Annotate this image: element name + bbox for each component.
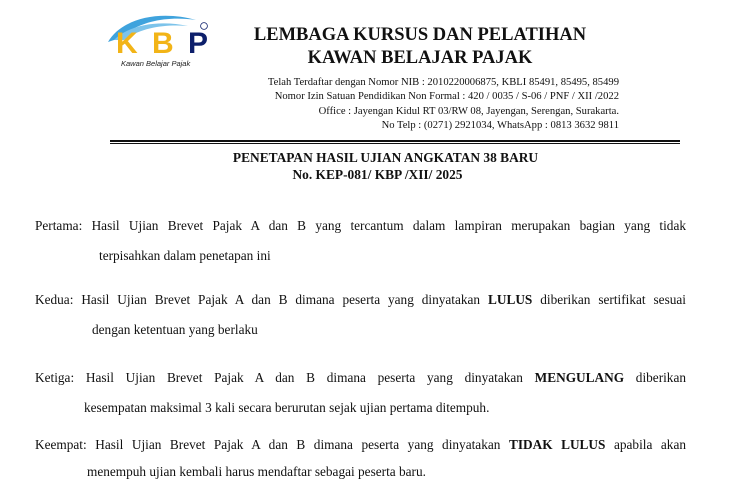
paragraph-text: diberikan sertifikat sesuai [540, 292, 687, 307]
office-address: Office : Jayengan Kidul RT 03/RW 08, Jayengan, Serengan, Surakarta. [318, 106, 619, 117]
paragraph-text: Hasil Ujian Brevet Pajak A dan B dimana peserta yang dinyatakan [85, 370, 523, 385]
logo-tagline: Kawan Belajar Pajak [121, 59, 191, 68]
paragraph-label: Pertama: [35, 218, 83, 233]
paragraph-line [35, 436, 686, 453]
status-lulus: LULUS [487, 292, 533, 307]
paragraph-text: apabila akan [613, 437, 686, 452]
status-tidak-lulus: TIDAK LULUS [508, 437, 606, 452]
paragraph-text: Hasil Ujian Brevet Pajak A dan B dimana peserta yang dinyatakan [81, 292, 481, 307]
logo-letter-b: B [152, 27, 177, 60]
paragraph-kedua [35, 291, 686, 338]
document-title: PENETAPAN HASIL UJIAN ANGKATAN 38 BARU [232, 150, 539, 165]
paragraph-text: diberikan [635, 370, 687, 385]
registration-info: Telah Terdaftar dengan Nomor NIB : 2010220006875, KBLI 85491, 85495, 85499 [267, 77, 619, 88]
paragraph-continuation: terpisahkan dalam penetapan ini [99, 248, 271, 263]
document-number: No. KEP-081/ KBP /XII/ 2025 [292, 167, 463, 182]
paragraph-continuation: kesempatan maksimal 3 kali secara berurutan sejak ujian pertama ditempuh. [84, 400, 490, 415]
paragraph-line [35, 369, 686, 386]
paragraph-line [35, 217, 686, 234]
paragraph-label: Ketiga: [35, 370, 75, 385]
paragraph-ketiga [35, 369, 686, 416]
logo-letter-p: P [188, 27, 212, 60]
logo-letter-k: K [116, 27, 141, 60]
status-mengulang: MENGULANG [534, 370, 625, 385]
header-divider-thick [110, 140, 680, 142]
paragraph-line [35, 291, 686, 308]
paragraph-continuation: menempuh ujian kembali harus mendaftar sebagai peserta baru. [87, 464, 426, 479]
paragraph-text: Hasil Ujian Brevet Pajak A dan B dimana peserta yang dinyatakan [95, 437, 501, 452]
paragraph-continuation: dengan ketentuan yang berlaku [92, 322, 258, 337]
contact-info: No Telp : (0271) 2921034, WhatsApp : 0813 3632 9811 [381, 120, 619, 131]
header-divider-thin [110, 143, 680, 144]
org-title-line1: LEMBAGA KURSUS DAN PELATIHAN [253, 25, 587, 45]
license-info: Nomor Izin Satuan Pendidikan Non Formal : 420 / 0035 / S-06 / PNF / XII /2022 [274, 91, 619, 102]
org-title-line2: KAWAN BELAJAR PAJAK [307, 48, 533, 68]
paragraph-label: Keempat: [35, 437, 87, 452]
logo-letters [116, 29, 211, 59]
kbp-logo [100, 12, 222, 74]
paragraph-label: Kedua: [35, 292, 74, 307]
paragraph-pertama [35, 217, 686, 264]
paragraph-keempat [35, 436, 686, 480]
paragraph-text: Hasil Ujian Brevet Pajak A dan B yang tercantum dalam lampiran merupakan bagian yang tidak [91, 218, 687, 233]
